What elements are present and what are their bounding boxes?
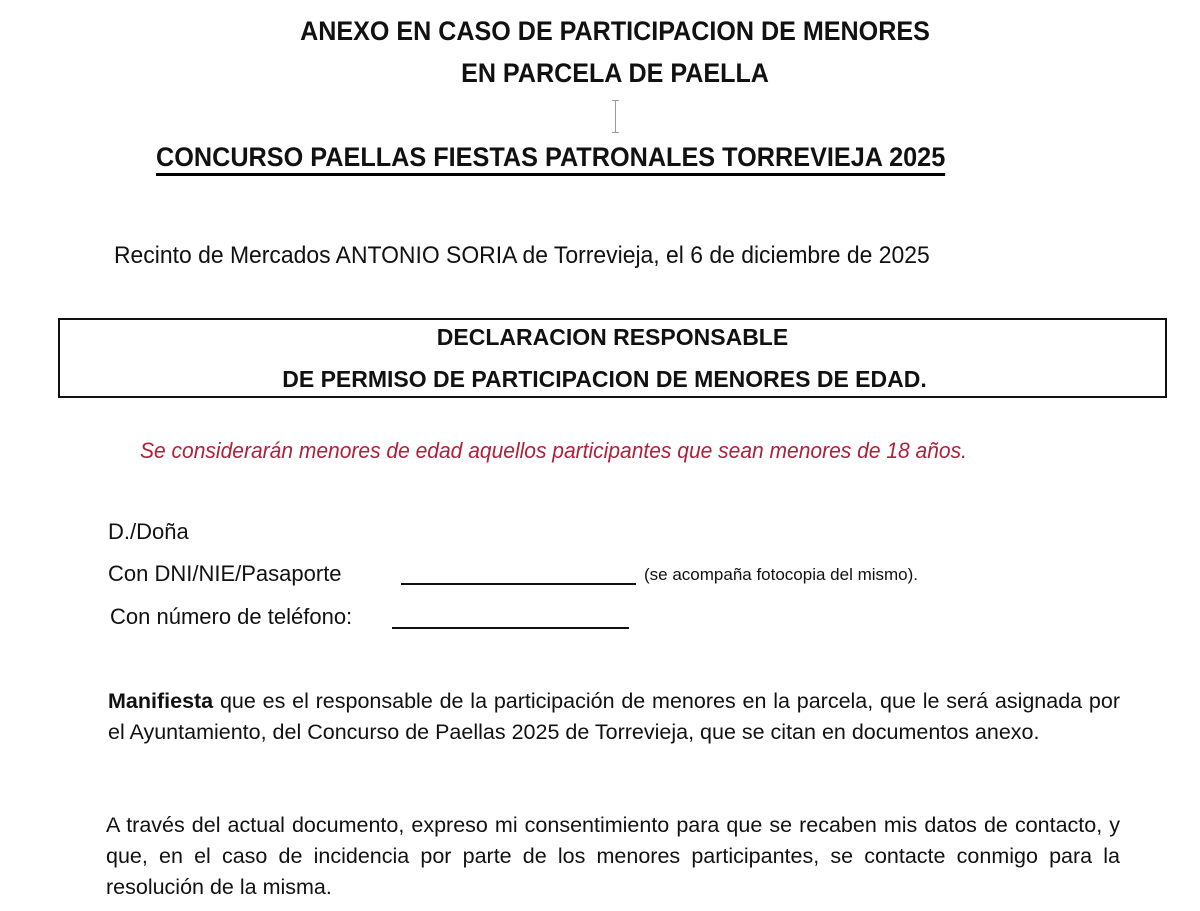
venue-date: Recinto de Mercados ANTONIO SORIA de Torrevieja, el 6 de diciembre de 2025 bbox=[114, 242, 930, 269]
minors-age-notice: Se considerarán menores de edad aquellos participantes que sean menores de 18 años. bbox=[140, 438, 967, 463]
declaration-box bbox=[58, 318, 1167, 398]
contest-title: CONCURSO PAELLAS FIESTAS PATRONALES TORREVIEJA 2025 bbox=[156, 142, 945, 176]
annex-title-line-1: ANEXO EN CASO DE PARTICIPACION DE MENORES bbox=[300, 16, 930, 46]
manifest-text: que es el responsable de la participación de menores en la parcela, que le será asignada por el Ayuntamiento, del Concurso de Paellas 2025 de Torrevieja, que se citan en documentos anexo. bbox=[108, 689, 1120, 744]
text-cursor-icon bbox=[612, 100, 619, 133]
name-field-label: D./Doña bbox=[108, 519, 189, 544]
phone-field-label: Con número de teléfono: bbox=[110, 604, 353, 629]
id-field-label: Con DNI/NIE/Pasaporte bbox=[108, 561, 342, 586]
id-photocopy-note: (se acompaña fotocopia del mismo). bbox=[644, 565, 919, 584]
phone-blank-line[interactable] bbox=[392, 626, 629, 629]
manifest-paragraph bbox=[108, 686, 1120, 748]
declaration-subtitle: DE PERMISO DE PARTICIPACION DE MENORES DE EDAD. bbox=[282, 366, 927, 392]
id-blank-line[interactable] bbox=[401, 582, 636, 585]
declaration-title: DECLARACION RESPONSABLE bbox=[436, 324, 789, 350]
manifest-keyword: Manifiesta bbox=[108, 689, 214, 713]
consent-paragraph: A través del actual documento, expreso mi consentimiento para que se recaben mis datos de contacto, y que, en el caso de incidencia por parte de los menores participantes, se contacte conmigo para la resolución de la misma. bbox=[106, 813, 1120, 899]
annex-title-line-2: EN PARCELA DE PAELLA bbox=[461, 58, 769, 88]
